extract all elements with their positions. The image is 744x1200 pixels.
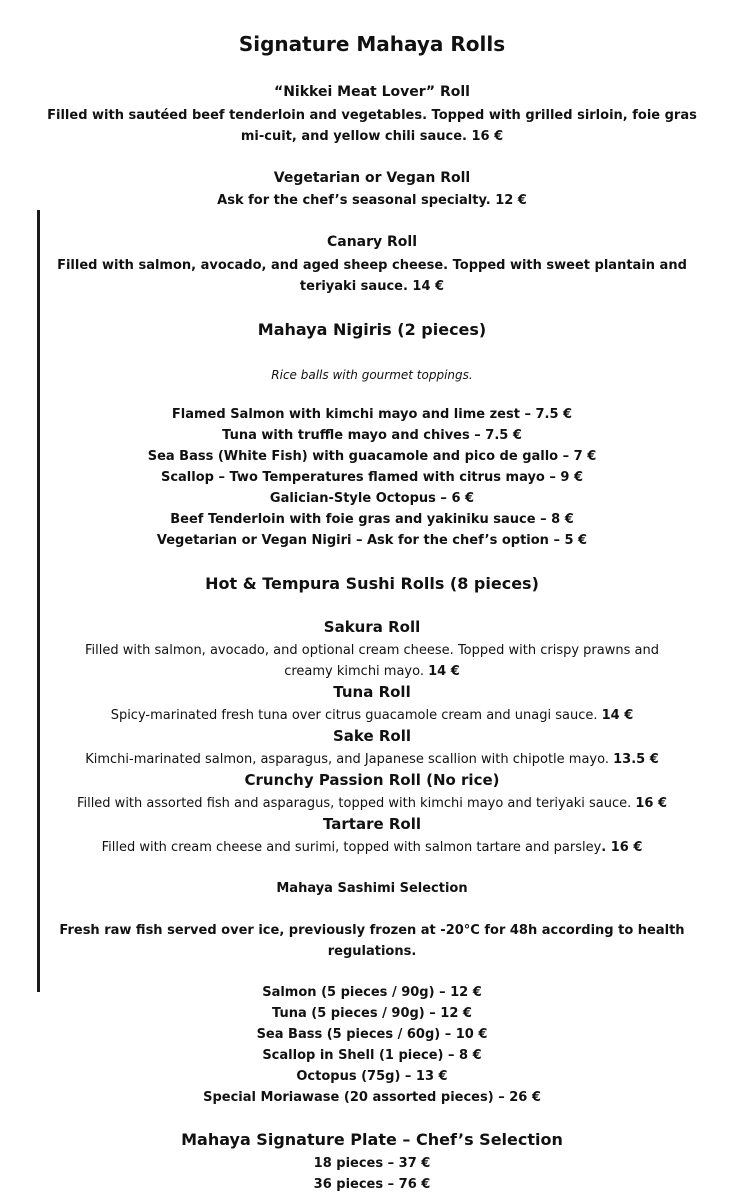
roll-description-with-price: [0, 664, 744, 679]
sashimi-item: Special Moriawase (20 assorted pieces) – 26 €: [203, 1090, 541, 1105]
roll-description: Filled with cream cheese and surimi, topped with salmon tartare and parsley: [101, 840, 602, 855]
section-title-nigiris: Mahaya Nigiris (2 pieces): [257, 320, 487, 339]
roll-price: 14 €: [428, 664, 460, 679]
section-title-hot-rolls: Hot & Tempura Sushi Rolls (8 pieces): [205, 574, 539, 593]
sashimi-item: Octopus (75g) – 13 €: [296, 1069, 448, 1084]
nigiri-item: Sea Bass (White Fish) with guacamole and pico de gallo – 7 €: [147, 449, 597, 464]
item-description: teriyaki sauce. 14 €: [299, 279, 445, 294]
roll-description: creamy kimchi mayo.: [284, 664, 424, 679]
item-description: Ask for the chef’s seasonal specialty. 12 €: [217, 193, 527, 208]
sashimi-item: Scallop in Shell (1 piece) – 8 €: [262, 1048, 482, 1063]
roll-description-with-price: [0, 752, 744, 767]
roll-description: Kimchi-marinated salmon, asparagus, and Japanese scallion with chipotle mayo.: [85, 752, 609, 767]
section-subtitle: Rice balls with gourmet toppings.: [271, 368, 473, 382]
sashimi-item: Sea Bass (5 pieces / 60g) – 10 €: [256, 1027, 488, 1042]
roll-price: 14 €: [601, 708, 634, 723]
roll-description: Filled with salmon, avocado, and optional cream cheese. Topped with crispy prawns and: [85, 643, 659, 658]
section-title-signature-plate: Mahaya Signature Plate – Chef’s Selection: [181, 1130, 563, 1149]
item-description: Filled with salmon, avocado, and aged sheep cheese. Topped with sweet plantain and: [57, 258, 687, 273]
roll-description: Filled with assorted fish and asparagus, topped with kimchi mayo and teriyaki sauce.: [76, 796, 632, 811]
sashimi-item: Salmon (5 pieces / 90g) – 12 €: [262, 985, 482, 1000]
roll-name: Sake Roll: [332, 727, 412, 745]
nigiri-item: Flamed Salmon with kimchi mayo and lime zest – 7.5 €: [171, 407, 573, 422]
roll-name: Sakura Roll: [323, 618, 421, 636]
roll-name: Tartare Roll: [322, 815, 422, 833]
item-description: mi-cuit, and yellow chili sauce. 16 €: [240, 129, 504, 144]
nigiri-item: Vegetarian or Vegan Nigiri – Ask for the chef’s option – 5 €: [156, 533, 588, 548]
roll-name: Crunchy Passion Roll (No rice): [244, 771, 500, 789]
nigiri-item: Tuna with truffle mayo and chives – 7.5 €: [222, 428, 522, 443]
roll-description-with-price: [0, 708, 744, 723]
roll-description: Spicy-marinated fresh tuna over citrus guacamole cream and unagi sauce.: [110, 708, 598, 723]
plate-item: 36 pieces – 76 €: [313, 1177, 431, 1192]
plate-item: 18 pieces – 37 €: [313, 1156, 431, 1171]
item-name: Vegetarian or Vegan Roll: [273, 170, 471, 186]
roll-description-with-price: [0, 840, 744, 855]
roll-price: 16 €: [635, 796, 668, 811]
section-title-signature: Signature Mahaya Rolls: [238, 32, 506, 56]
nigiri-item: Galician-Style Octopus – 6 €: [269, 491, 475, 506]
roll-price: 13.5 €: [613, 752, 659, 767]
item-description: Filled with sautéed beef tenderloin and vegetables. Topped with grilled sirloin, foie gras: [47, 108, 697, 123]
sashimi-note: Fresh raw fish served over ice, previously frozen at -20°C for 48h according to health: [59, 923, 685, 938]
roll-name: Tuna Roll: [333, 683, 411, 701]
section-title-sashimi: Mahaya Sashimi Selection: [276, 881, 468, 896]
roll-description-with-price: [0, 796, 744, 811]
nigiri-item: Beef Tenderloin with foie gras and yakiniku sauce – 8 €: [170, 512, 574, 527]
item-name: “Nikkei Meat Lover” Roll: [274, 84, 470, 100]
item-name: Canary Roll: [326, 234, 418, 250]
nigiri-item: Scallop – Two Temperatures flamed with citrus mayo – 9 €: [160, 470, 584, 485]
sashimi-item: Tuna (5 pieces / 90g) – 12 €: [272, 1006, 472, 1021]
roll-price: . 16 €: [601, 840, 643, 855]
sashimi-note: regulations.: [327, 944, 417, 959]
